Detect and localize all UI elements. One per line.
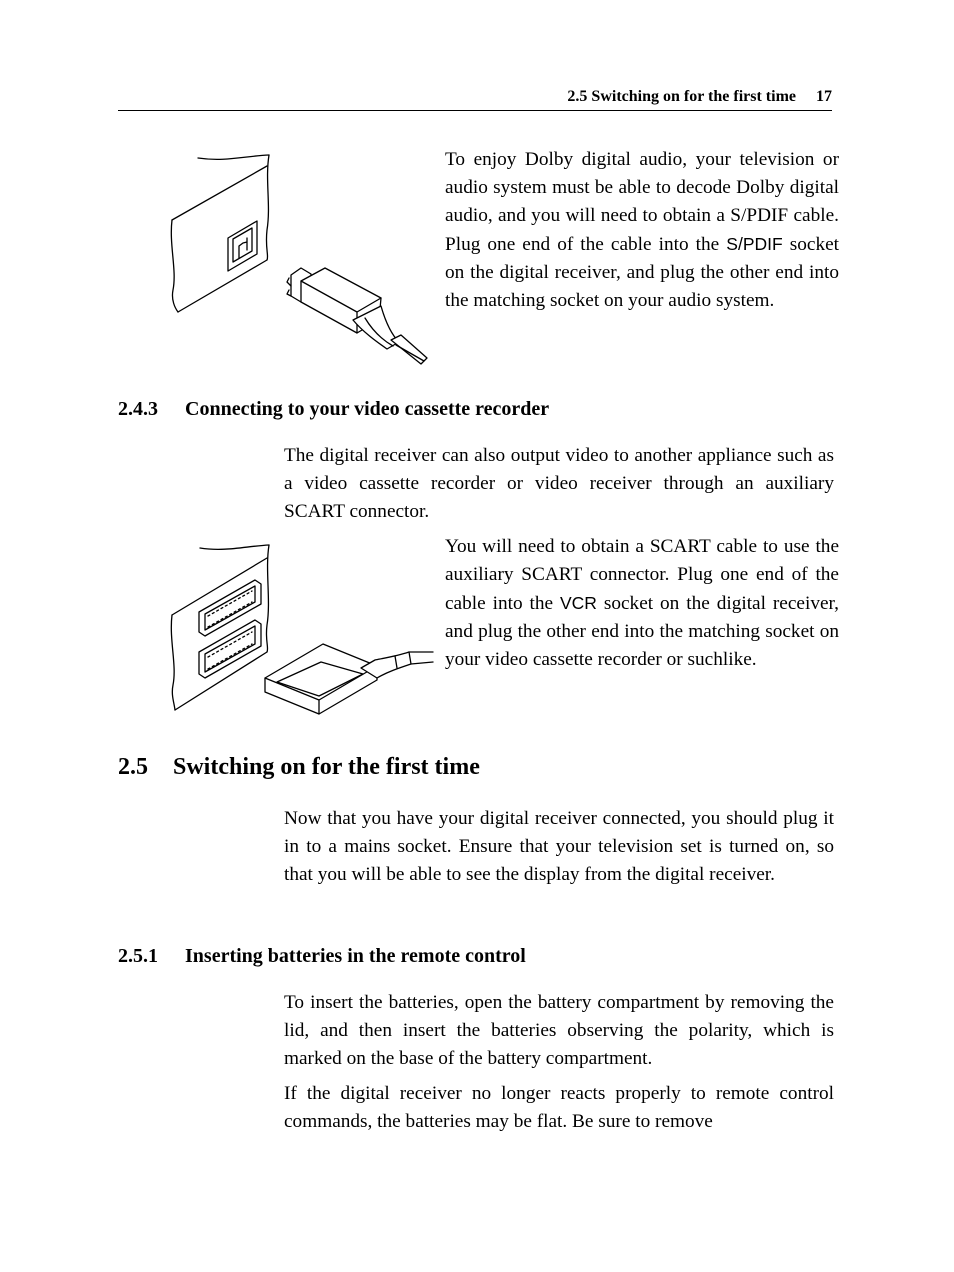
scart-text-before: You will need to obtain a SCART cable to use the auxiliary SCART connector. Plug one end of the cable into the bbox=[445, 536, 839, 614]
batteries-paragraph-1: To insert the batteries, open the battery compartment by removing the lid, and then insert the batteries observing the polarity, which is marked on the base of the battery compartment. bbox=[284, 992, 834, 1069]
vcr-socket-label: VCR bbox=[559, 593, 597, 613]
scart-cable-illustration bbox=[165, 540, 435, 720]
subsection-title: Inserting batteries in the remote control bbox=[185, 945, 526, 967]
spdif-cable-illustration bbox=[165, 150, 435, 372]
subsection-heading-2-4-3 bbox=[118, 398, 549, 421]
subsection-heading-2-5-1 bbox=[118, 945, 526, 968]
spdif-text-before: To enjoy Dolby digital audio, your television or audio system must be able to decode Dolby digital audio, and you will need to obtain a S/PDIF cable. Plug one end of the cable into the bbox=[445, 149, 839, 255]
section-heading-2-5 bbox=[118, 754, 480, 781]
spdif-text-after: socket on the digital receiver, and plug the other end into the matching socket on your audio system. bbox=[445, 234, 839, 311]
scart-text-after: socket on the digital receiver, and plug the other end into the matching socket on your video cassette recorder or suchlike. bbox=[445, 593, 839, 670]
section-number: 2.5 bbox=[118, 754, 148, 780]
running-header bbox=[118, 86, 832, 111]
running-header-title: 2.5 Switching on for the first time bbox=[567, 88, 796, 105]
section-title: Switching on for the first time bbox=[173, 754, 480, 780]
page-number: 17 bbox=[816, 88, 832, 105]
spdif-paragraph bbox=[445, 146, 839, 315]
scart-paragraph bbox=[445, 533, 839, 674]
subsection-title: Connecting to your video cassette recorder bbox=[185, 398, 550, 420]
subsection-number: 2.4.3 bbox=[118, 398, 158, 420]
vcr-intro-paragraph: The digital receiver can also output video to another appliance such as a video cassette recorder or video receiver through an auxiliary SCART connector. bbox=[284, 445, 834, 522]
subsection-number: 2.5.1 bbox=[118, 945, 158, 967]
spdif-socket-label: S/PDIF bbox=[726, 234, 783, 254]
switching-on-paragraph: Now that you have your digital receiver connected, you should plug it in to a mains socket. Ensure that your television set is turned on, so that you will be able to see the display from the digital receiver. bbox=[284, 808, 834, 885]
batteries-paragraph-2: If the digital receiver no longer reacts properly to remote control commands, the batteries may be flat. Be sure to remove bbox=[284, 1083, 834, 1132]
